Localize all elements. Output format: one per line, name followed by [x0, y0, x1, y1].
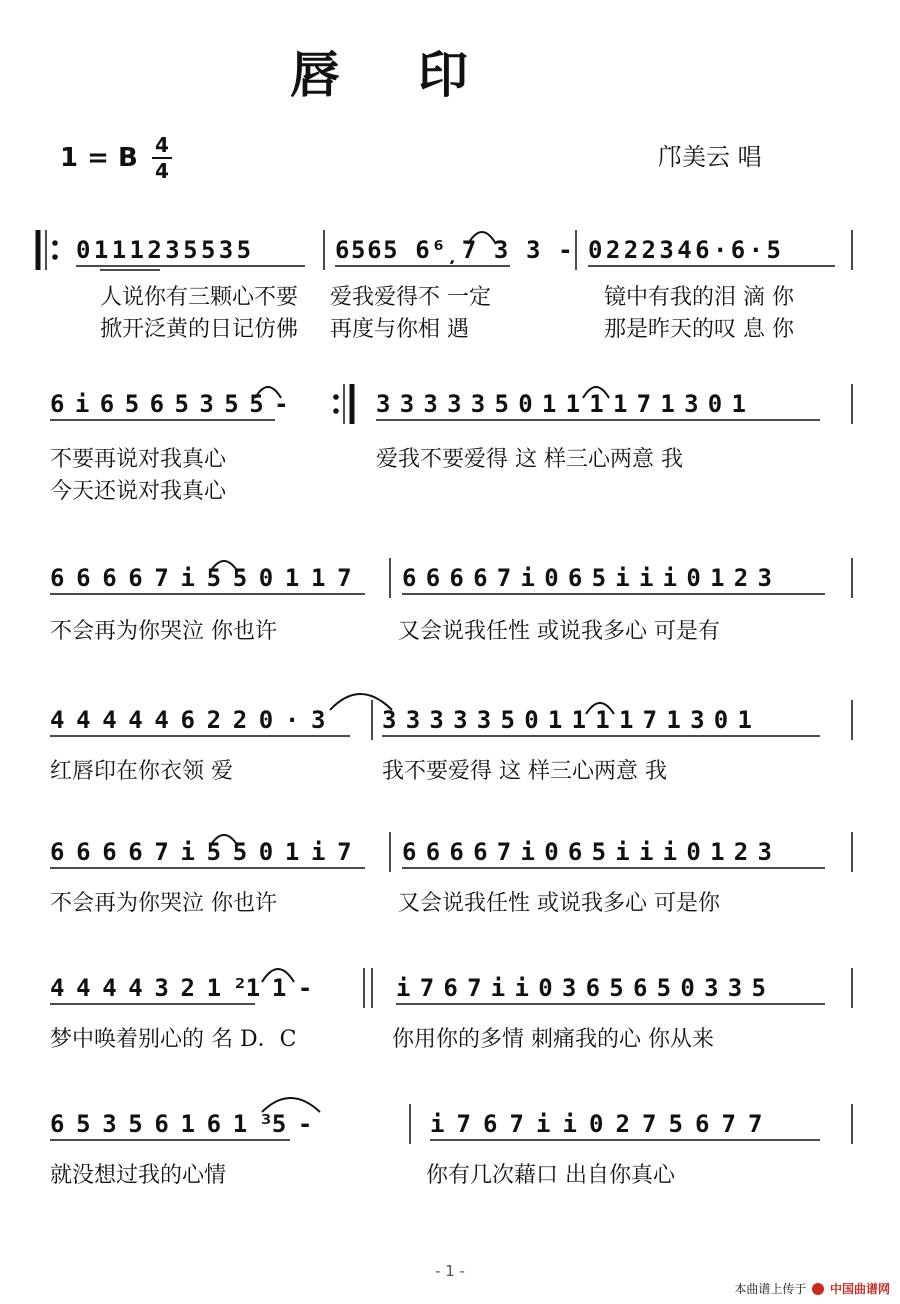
time-signature — [150, 134, 174, 182]
footer-text: 本曲谱上传于 — [734, 1282, 807, 1296]
measure-notes: 6 5 3 5 6 1 6 1 ³5 - — [50, 1110, 311, 1138]
lyric-line: 今天还说对我真心 — [50, 479, 227, 504]
lyric-line: 人说你有三颗心不要 — [100, 285, 299, 310]
footer-brand: 中国曲谱网 — [829, 1282, 890, 1296]
measure-notes: 3 3 3 3 3 5 0 1 1 1 1 7 1 3 0 1 — [382, 706, 750, 734]
lyric-line: 爱我爱得不 一定 — [330, 285, 491, 310]
measure-notes: 6 6 6 6 7 i 0 6 5 i i i 0 1 2 3 — [402, 838, 770, 866]
song-title: 唇印 — [290, 45, 546, 104]
lyric-line: 红唇印在你衣领 爱 — [50, 759, 233, 784]
measure-notes: 3 3 3 3 3 5 0 1 1 1 1 7 1 3 0 1 — [376, 390, 744, 418]
measure-notes: 6 6 6 6 7 i 5 5 0 1 i 7 — [50, 838, 351, 866]
measure-notes: 6 6 6 6 7 i 0 6 5 i i i 0 1 2 3 — [402, 564, 770, 592]
lyric-line: 镜中有我的泪 滴 你 — [604, 285, 794, 310]
lyric-line: 不会再为你哭泣 你也许 — [50, 619, 277, 644]
lyric-line: 不会再为你哭泣 你也许 — [50, 891, 277, 916]
measure-notes: 6 i 6 5 6 5 3 5 5 - — [50, 390, 287, 418]
lyric-line: 我不要爱得 这 样三心两意 我 — [382, 759, 667, 784]
lyric-line: 再度与你相 遇 — [330, 317, 469, 342]
measure-notes: 6565 6⁶̦7 3 3 - — [335, 236, 575, 264]
lyric-line: 又会说我任性 或说我多心 可是你 — [398, 891, 720, 916]
time-signature-bottom: 4 — [155, 159, 169, 183]
lyric-line: 那是昨天的叹 息 你 — [604, 317, 794, 342]
lyric-line: 爱我不要爱得 这 样三心两意 我 — [376, 447, 683, 472]
measure-notes: 6 6 6 6 7 i 5 5 0 1 1 7 — [50, 564, 351, 592]
lyric-line: 梦中唤着别心的 名 D．C — [50, 1027, 297, 1052]
key-signature: 1 = B — [60, 143, 138, 173]
measure-notes: 4 4 4 4 3 2 1 ²1 1 - — [50, 974, 311, 1002]
site-logo-icon — [812, 1283, 824, 1295]
lyric-line: 又会说我任性 或说我多心 可是有 — [398, 619, 720, 644]
site-footer — [734, 1280, 890, 1297]
measure-notes: 0222346·6·5 — [588, 236, 785, 264]
measure-notes: i 7 6 7 i i 0 2 7 5 6 7 7 — [430, 1110, 762, 1138]
time-signature-top: 4 — [155, 133, 169, 157]
singer-credit: 邝美云 唱 — [658, 143, 762, 171]
page-number: - 1 - — [435, 1262, 465, 1280]
lyric-line: 掀开泛黄的日记仿佛 — [100, 317, 299, 342]
lyric-line: 你用你的多情 刺痛我的心 你从来 — [392, 1027, 714, 1052]
lyric-line: 你有几次藉口 出自你真心 — [426, 1163, 675, 1188]
lyric-line: 不要再说对我真心 — [50, 447, 227, 472]
measure-notes: 0111235535 — [76, 236, 255, 264]
lyric-line: 就没想过我的心情 — [50, 1163, 227, 1188]
measure-notes: i 7 6 7 i i 0 3 6 5 6 5 0 3 3 5 — [396, 974, 764, 1002]
measure-notes: 4 4 4 4 4 6 2 2 0 · 3 — [50, 706, 325, 734]
